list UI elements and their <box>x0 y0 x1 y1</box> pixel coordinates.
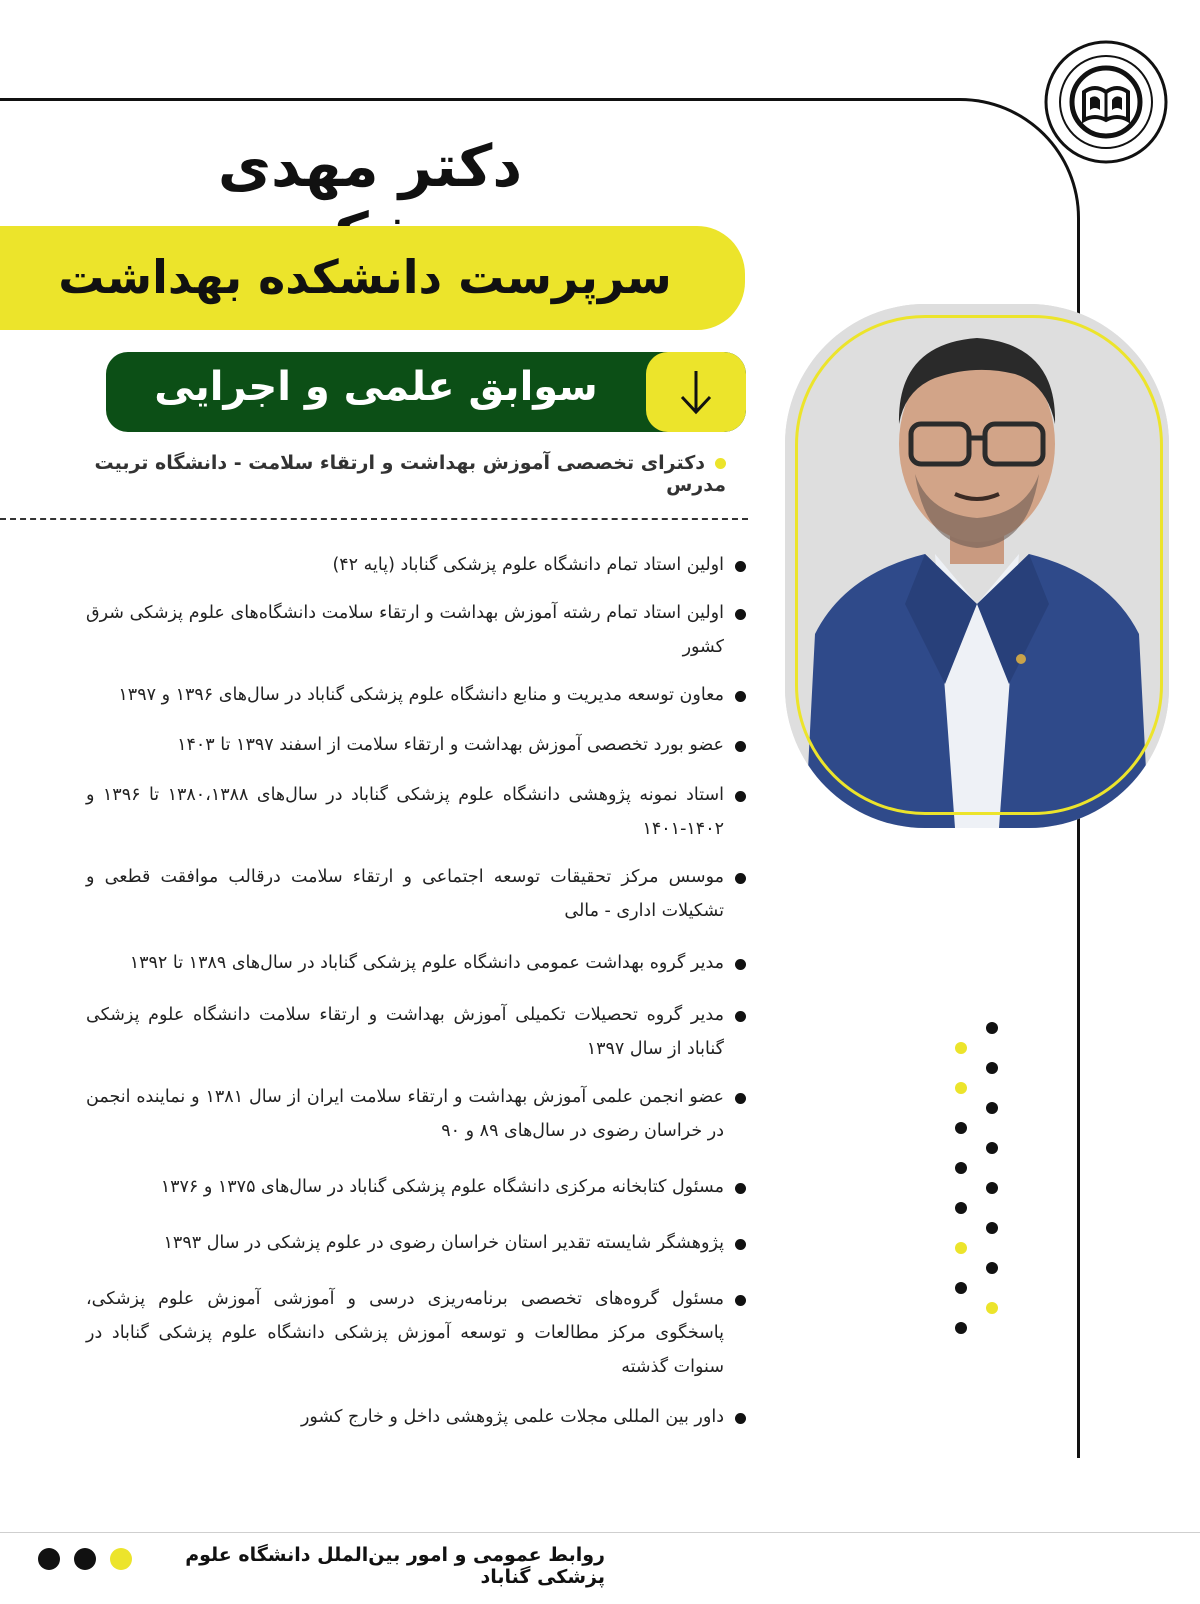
list-item: استاد نمونه پژوهشی دانشگاه علوم پزشکی گناباد در سال‌های ۱۳۸۰،۱۳۸۸ تا ۱۳۹۶ و ۱۴۰۲-۱۴۰۱ <box>86 778 746 846</box>
dot <box>986 1222 998 1234</box>
dot <box>986 1302 998 1314</box>
dot <box>986 1142 998 1154</box>
decorative-dots-mixed <box>955 1042 967 1362</box>
list-item: مسئول کتابخانه مرکزی دانشگاه علوم پزشکی گناباد در سال‌های ۱۳۷۵ و ۱۳۷۶ <box>86 1170 746 1204</box>
list-item: اولین استاد تمام رشته آموزش بهداشت و ارتقاء سلامت دانشگاه‌های علوم پزشکی شرق کشور <box>86 596 746 664</box>
list-item: پژوهشگر شایسته تقدیر استان خراسان رضوی در علوم پزشکی در سال ۱۳۹۳ <box>86 1226 746 1260</box>
list-item: داور بین المللی مجلات علمی پژوهشی داخل و خارج کشور <box>86 1400 746 1434</box>
dot <box>955 1082 967 1094</box>
list-item: عضو انجمن علمی آموزش بهداشت و ارتقاء سلامت ایران از سال ۱۳۸۱ و نماینده انجمن در خراسان رضوی در سال‌های ۸۹ و ۹۰ <box>86 1080 746 1148</box>
section-header <box>106 352 746 432</box>
dot <box>986 1022 998 1034</box>
footer-divider <box>0 1532 1200 1533</box>
arrow-down-box <box>646 352 746 432</box>
dot <box>955 1042 967 1054</box>
bullet-dot-icon <box>715 458 726 469</box>
portrait-frame-ring <box>795 315 1163 815</box>
dot <box>986 1062 998 1074</box>
achievements-list <box>86 548 746 1434</box>
footer-dot <box>74 1548 96 1570</box>
footer-dot <box>38 1548 60 1570</box>
dot <box>955 1282 967 1294</box>
arrow-down-icon <box>676 367 716 417</box>
dashed-divider <box>0 518 748 520</box>
list-item: عضو بورد تخصصی آموزش بهداشت و ارتقاء سلامت از اسفند ۱۳۹۷ تا ۱۴۰۳ <box>86 728 746 762</box>
dot <box>955 1122 967 1134</box>
dot <box>986 1182 998 1194</box>
section-title: سوابق علمی و اجرایی <box>154 364 598 410</box>
list-item: مدیر گروه بهداشت عمومی دانشگاه علوم پزشکی گناباد در سال‌های ۱۳۸۹ تا ۱۳۹۲ <box>86 946 746 980</box>
dot <box>955 1202 967 1214</box>
role-title: سرپرست دانشکده بهداشت <box>58 250 672 304</box>
footer-text: روابط عمومی و امور بین‌الملل دانشگاه علوم پزشکی گناباد <box>185 1544 605 1588</box>
dot <box>955 1242 967 1254</box>
dot <box>955 1322 967 1334</box>
degree-text: دکترای تخصصی آموزش بهداشت و ارتقاء سلامت - دانشگاه تربیت مدرس <box>94 452 726 496</box>
university-logo <box>1042 38 1170 166</box>
decorative-dots-black <box>986 1022 998 1342</box>
dot <box>986 1262 998 1274</box>
person-name: دکتر مهدی <box>217 132 523 200</box>
dot <box>986 1102 998 1114</box>
list-item: موسس مرکز تحقیقات توسعه اجتماعی و ارتقاء سلامت درقالب موافقت قطعی و تشکیلات اداری - مالی <box>86 860 746 928</box>
list-item: معاون توسعه مدیریت و منابع دانشگاه علوم پزشکی گناباد در سال‌های ۱۳۹۶ و ۱۳۹۷ <box>86 678 746 712</box>
list-item: مدیر گروه تحصیلات تکمیلی آموزش بهداشت و ارتقاء سلامت دانشگاه علوم پزشکی گناباد از سال ۱۳۹۷ <box>86 998 746 1066</box>
list-item: اولین استاد تمام دانشگاه علوم پزشکی گناباد (پایه ۴۲) <box>86 548 746 582</box>
degree-line <box>80 452 726 496</box>
list-item: مسئول گروه‌های تخصصی برنامه‌ریزی درسی و آموزشی آموزش علوم پزشکی، پاسخگوی مرکز مطالعات و توسعه آموزش پزشکی دانشگاه علوم پزشکی گناباد در سنوات گذشته <box>86 1282 746 1384</box>
footer-dot <box>110 1548 132 1570</box>
dot <box>955 1162 967 1174</box>
